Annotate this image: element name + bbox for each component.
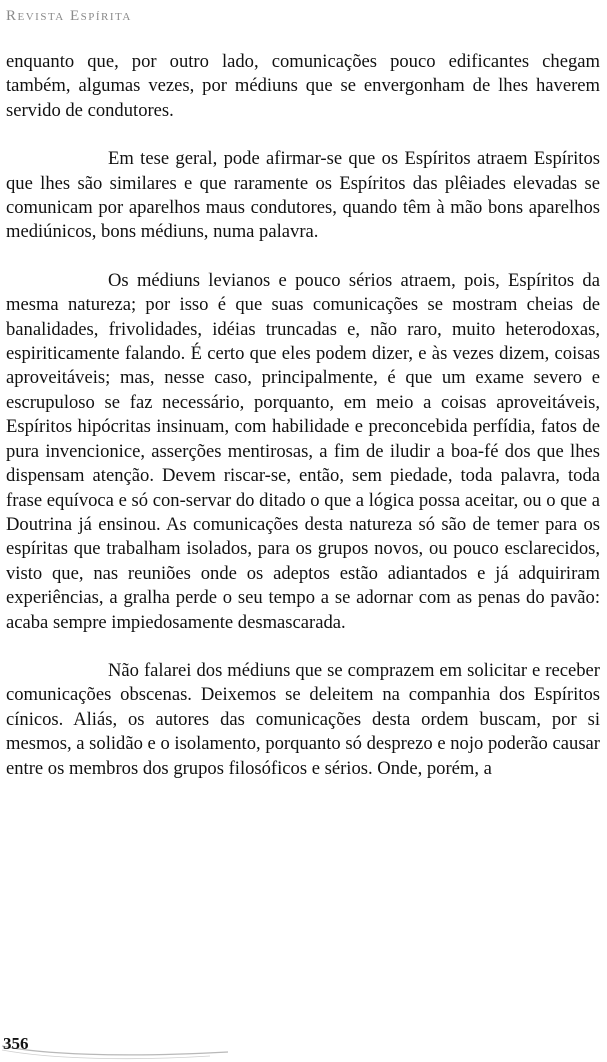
running-header: Revista Espírita [6,8,132,24]
paragraph: Em tese geral, pode afirmar-se que os Espíritos atraem Espíritos que lhes são similares e que raramente os Espíritos das plêiades elevadas se comunicam por aparelhos maus condutores, quando têm à mão bons aparelhos mediúnicos, bons médiuns, numa palavra. [6,148,600,243]
decorative-swoosh [0,1032,230,1062]
paragraph-continuation: enquanto que, por outro lado, comunicações pouco edificantes chegam também, algumas vezes, por médiuns que se envergonham de lhes haverem servido de condutores. [6,51,600,121]
paragraph: Os médiuns levianos e pouco sérios atraem, pois, Espíritos da mesma natureza; por isso é que suas comunicações se mostram cheias de banalidades, frivolidades, idéias truncadas e, não raro, muito heterodoxas, espiriticamente falando. É certo que eles podem dizer, e às vezes dizem, coisas aproveitáveis; mas, nesse caso, principalmente, é que um exame severo e escrupuloso se faz necessário, porquanto, em meio a coisas aproveitáveis, Espíritos hipócritas insinuam, com habilidade e preconcebida perfídia, fatos de pura invencionice, asserções mentirosas, a fim de iludir a boa-fé dos que lhes dispensam atenção. Devem riscar-se, então, sem piedade, toda palavra, toda frase equívoca e só con-servar do ditado o que a lógica possa aceitar, ou o que a Doutrina já ensinou. As comunicações desta natureza só são de temer para os espíritas que trabalham isolados, para os grupos novos, ou pouco esclarecidos, visto que, nas reuniões onde os adeptos estão adiantados e já adquiriram experiências, a gralha perde o seu tempo a se adornar com as penas do pavão: acaba sempre impiedosamente desmascarada. [6,269,600,633]
paragraph: Não falarei dos médiuns que se comprazem em solicitar e receber comunicações obscenas. Deixemos se deleitem na companhia dos Espíritos cínicos. Aliás, os autores das comunicações desta ordem buscam, por si mesmos, a solidão e o isolamento, porquanto só desprezo e nojo poderão causar entre os membros dos grupos filosóficos e sérios. Onde, porém, a [6,659,600,779]
page-number: 356 [3,1034,29,1053]
page-footer [0,1022,607,1062]
page-body [6,50,600,805]
